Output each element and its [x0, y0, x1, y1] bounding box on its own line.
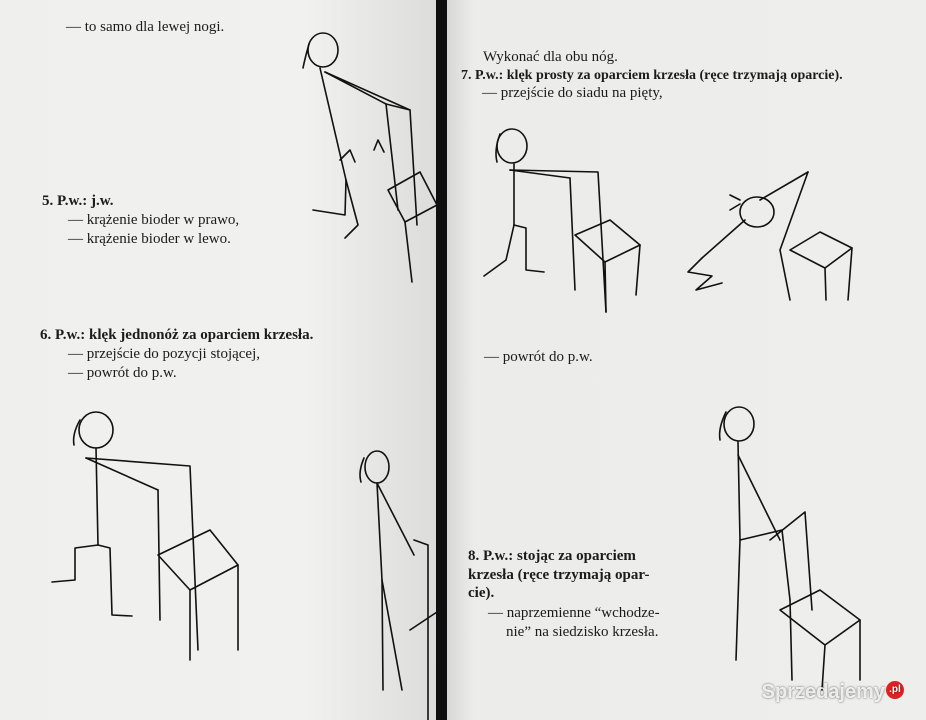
ex5-item-2: — krążenie bioder w lewo.	[68, 231, 231, 247]
watermark-badge: .pl	[886, 681, 904, 699]
ex7-item-1: — przejście do siadu na pięty,	[482, 85, 663, 101]
figure-step-onto-seat	[720, 407, 860, 690]
ex5-title: 5. P.w.: j.w.	[42, 193, 114, 209]
ex7-title: 7. P.w.: klęk prosty za oparciem krzesła (ręce trzymają oparcie).	[461, 68, 843, 83]
watermark-logo	[762, 681, 904, 704]
figure-standing-side	[360, 451, 440, 720]
ex7-return: — powrót do p.w.	[484, 349, 593, 365]
figure-hip-circles	[303, 33, 438, 282]
left-top-line: — to samo dla lewej nogi.	[66, 19, 225, 35]
ex6-title: 6. P.w.: klęk jednonóż za oparciem krzesła.	[40, 327, 314, 343]
ex5-item-1: — krążenie bioder w prawo,	[68, 212, 240, 228]
ex8-item-line-1: — naprzemienne “wchodze-	[488, 605, 660, 621]
figure-kneel-straight	[484, 129, 640, 312]
ex8-title-line-2: krzesła (ręce trzymają opar-	[468, 567, 650, 583]
ex8-item-line-2: nie” na siedzisko krzesła.	[506, 624, 659, 640]
ex8-title-line-1: 8. P.w.: stojąc za oparciem	[468, 548, 636, 564]
ex8-title-line-3: cie).	[468, 585, 495, 601]
figure-sit-on-heels	[688, 172, 852, 300]
watermark-text: Sprzedajemy	[761, 681, 885, 703]
figure-kneel-one-knee	[52, 412, 238, 660]
ex6-item-1: — przejście do pozycji stojącej,	[68, 346, 261, 362]
right-top-line: Wykonać dla obu nóg.	[483, 49, 618, 65]
ex6-item-2: — powrót do p.w.	[68, 365, 177, 381]
